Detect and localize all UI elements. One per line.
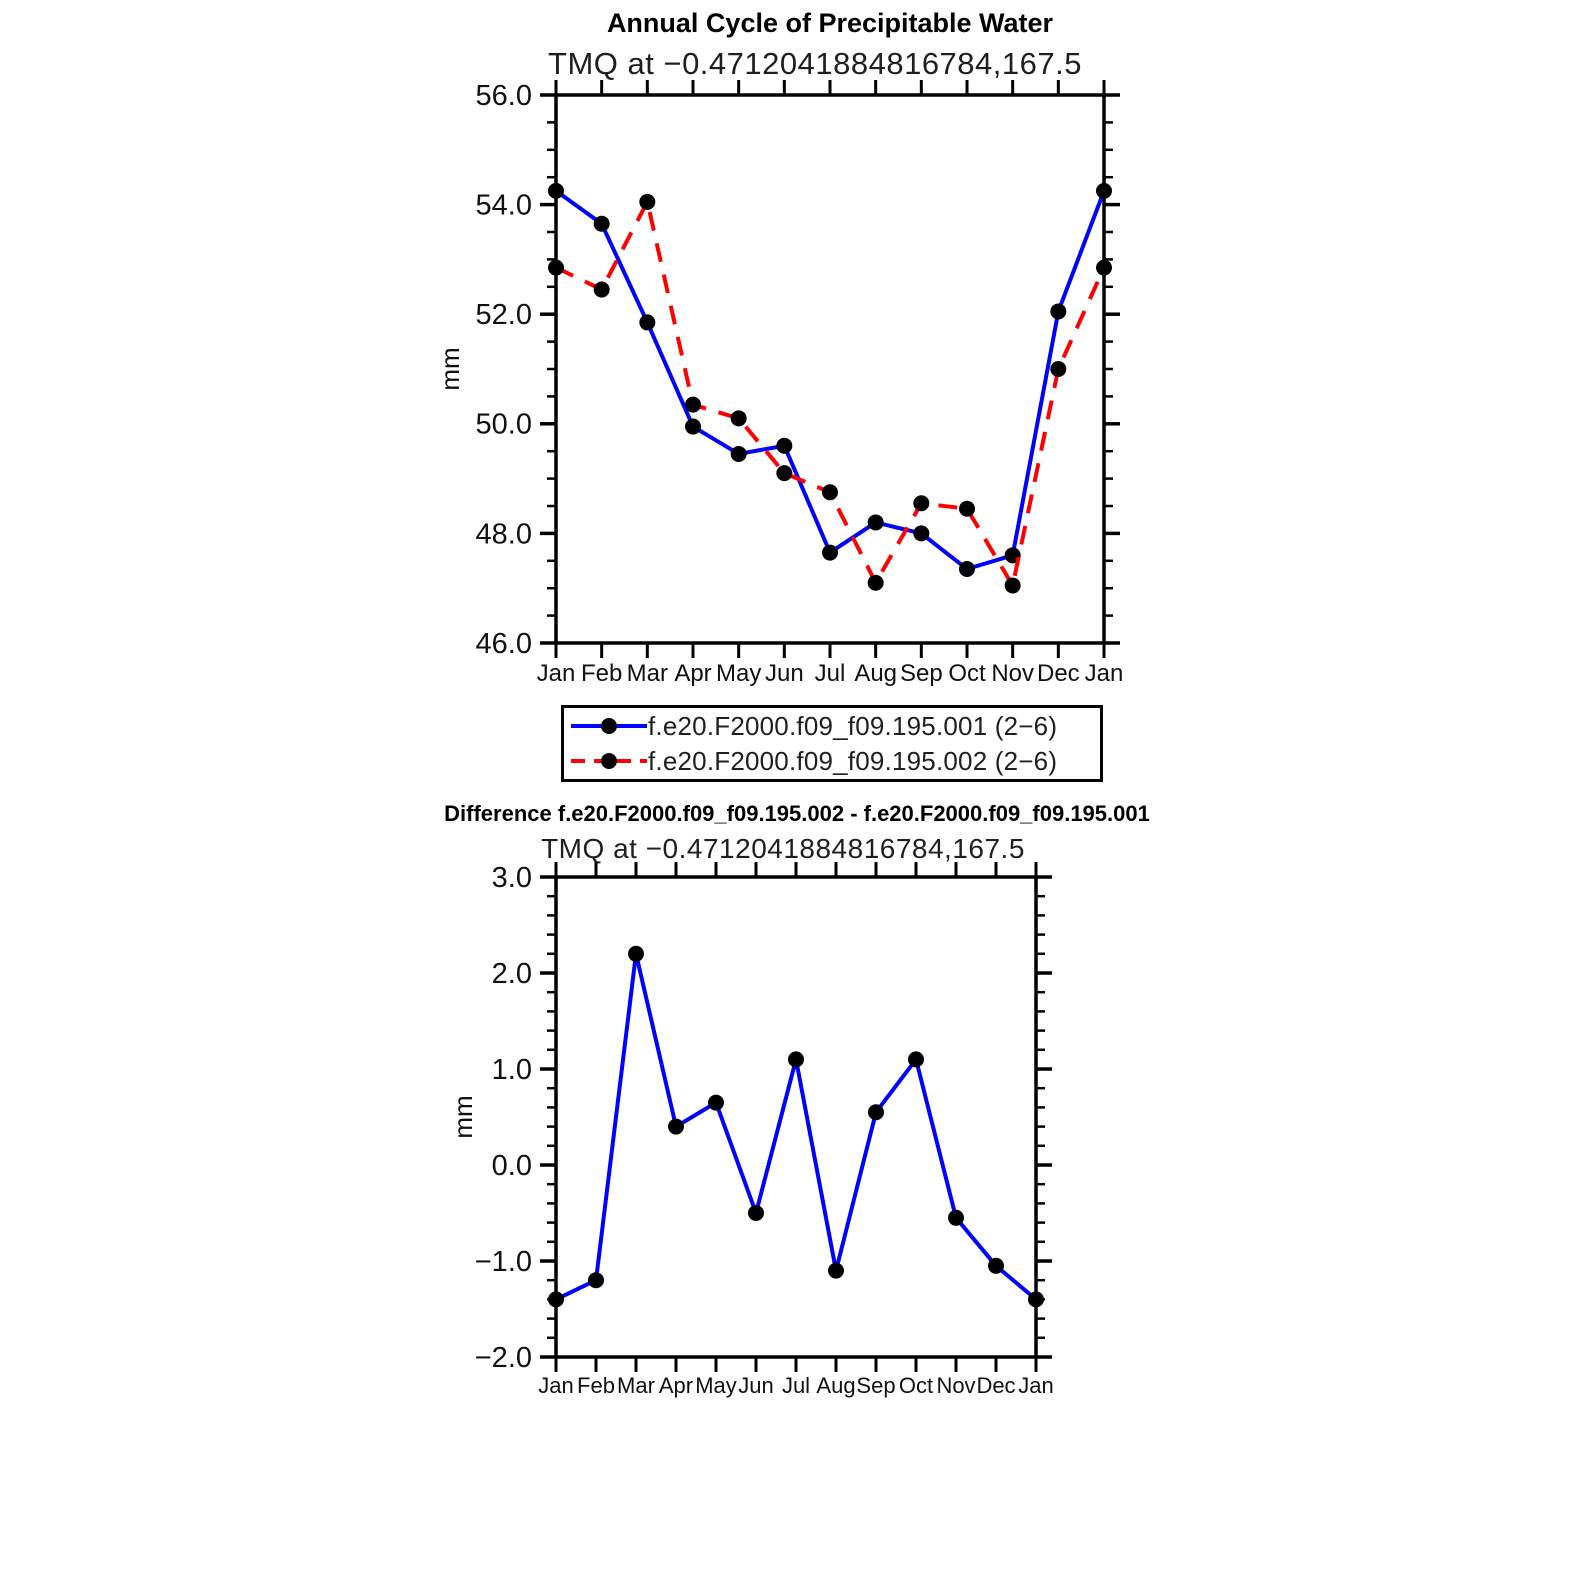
x-tick-label: Apr xyxy=(674,659,712,687)
series-line-2 xyxy=(556,202,1104,586)
x-tick-label: Nov xyxy=(936,1372,976,1398)
x-tick-label: Jun xyxy=(764,659,804,687)
plot-frame xyxy=(556,95,1104,643)
data-point-marker xyxy=(731,446,747,462)
x-tick-label: Jul xyxy=(781,1372,811,1398)
data-point-marker xyxy=(685,397,701,413)
y-tick-label: 48.0 xyxy=(475,518,532,551)
series-line-1 xyxy=(556,191,1104,569)
data-point-marker xyxy=(708,1095,724,1111)
chart1-subtitle: TMQ at −0.4712041884816784,167.5 xyxy=(548,46,1082,81)
x-tick-label: Sep xyxy=(899,659,943,687)
data-point-marker xyxy=(868,514,884,530)
y-tick-label: 1.0 xyxy=(491,1053,532,1086)
y-tick-label: 2.0 xyxy=(491,957,532,990)
x-tick-label: Mar xyxy=(626,659,669,687)
data-point-marker xyxy=(868,575,884,591)
series-line-1 xyxy=(556,954,1036,1300)
y-tick-label: 50.0 xyxy=(475,408,532,441)
data-point-marker xyxy=(1005,577,1021,593)
data-point-marker xyxy=(788,1051,804,1067)
data-point-marker xyxy=(959,561,975,577)
data-point-marker xyxy=(668,1119,684,1135)
data-point-marker xyxy=(1050,361,1066,377)
x-tick-label: Jul xyxy=(814,659,846,687)
x-tick-label: Nov xyxy=(991,659,1035,687)
x-tick-label: Jan xyxy=(538,1372,574,1398)
data-point-marker xyxy=(828,1263,844,1279)
data-point-marker xyxy=(548,183,564,199)
x-tick-label: May xyxy=(715,659,762,687)
data-point-marker xyxy=(1050,303,1066,319)
y-tick-label: 54.0 xyxy=(475,189,532,222)
data-point-marker xyxy=(948,1210,964,1226)
x-tick-label: Oct xyxy=(948,659,986,687)
legend-label-series2: f.e20.F2000.f09_f09.195.002 (2−6) xyxy=(648,745,1058,776)
chart2-subtitle: TMQ at −0.4712041884816784,167.5 xyxy=(541,833,1025,864)
y-tick-label: 0.0 xyxy=(491,1149,532,1182)
y-tick-label: 46.0 xyxy=(475,627,532,660)
data-point-marker xyxy=(868,1104,884,1120)
plot-frame xyxy=(556,877,1036,1357)
x-tick-label: Jan xyxy=(1084,659,1124,687)
data-point-marker xyxy=(588,1272,604,1288)
chart2-y-axis-label: mm xyxy=(447,1095,478,1139)
data-point-marker xyxy=(731,410,747,426)
data-point-marker xyxy=(913,495,929,511)
data-point-marker xyxy=(748,1205,764,1221)
data-point-marker xyxy=(822,484,838,500)
data-point-marker xyxy=(548,260,564,276)
data-point-marker xyxy=(594,282,610,298)
y-tick-label: −2.0 xyxy=(474,1341,532,1374)
data-point-marker xyxy=(776,465,792,481)
y-tick-label: 56.0 xyxy=(475,79,532,112)
chart2-title: Difference f.e20.F2000.f09_f09.195.002 - f.e20.F2000.f09_f09.195.001 xyxy=(444,801,1150,826)
x-tick-label: Feb xyxy=(577,1372,615,1398)
x-tick-label: Jan xyxy=(1018,1372,1054,1398)
y-tick-label: 3.0 xyxy=(491,861,532,894)
x-tick-label: May xyxy=(695,1372,737,1398)
x-tick-label: Aug xyxy=(854,659,898,687)
data-point-marker xyxy=(639,314,655,330)
data-point-marker xyxy=(959,501,975,517)
data-point-marker xyxy=(628,946,644,962)
x-tick-label: Apr xyxy=(658,1372,694,1398)
x-tick-label: Oct xyxy=(898,1372,934,1398)
y-tick-label: −1.0 xyxy=(474,1245,532,1278)
chart1-title: Annual Cycle of Precipitable Water xyxy=(606,8,1054,38)
x-tick-label: Mar xyxy=(617,1372,655,1398)
data-point-marker xyxy=(988,1258,1004,1274)
legend-label-series1: f.e20.F2000.f09_f09.195.001 (2−6) xyxy=(648,710,1058,741)
x-tick-label: Feb xyxy=(580,659,623,687)
data-point-marker xyxy=(1096,260,1112,276)
x-tick-label: Jan xyxy=(536,659,576,687)
data-point-marker xyxy=(913,525,929,541)
x-tick-label: Dec xyxy=(976,1372,1016,1398)
data-point-marker xyxy=(594,216,610,232)
data-point-marker xyxy=(1096,183,1112,199)
data-point-marker xyxy=(776,438,792,454)
y-tick-label: 52.0 xyxy=(475,299,532,332)
data-point-marker xyxy=(548,1291,564,1307)
x-tick-label: Dec xyxy=(1036,659,1080,687)
data-point-marker xyxy=(908,1051,924,1067)
x-tick-label: Sep xyxy=(856,1372,896,1398)
chart1-y-axis-label: mm xyxy=(434,347,465,391)
data-point-marker xyxy=(685,419,701,435)
data-point-marker xyxy=(822,545,838,561)
data-point-marker xyxy=(639,194,655,210)
data-point-marker xyxy=(1028,1291,1044,1307)
x-tick-label: Jun xyxy=(738,1372,774,1398)
x-tick-label: Aug xyxy=(816,1372,856,1398)
